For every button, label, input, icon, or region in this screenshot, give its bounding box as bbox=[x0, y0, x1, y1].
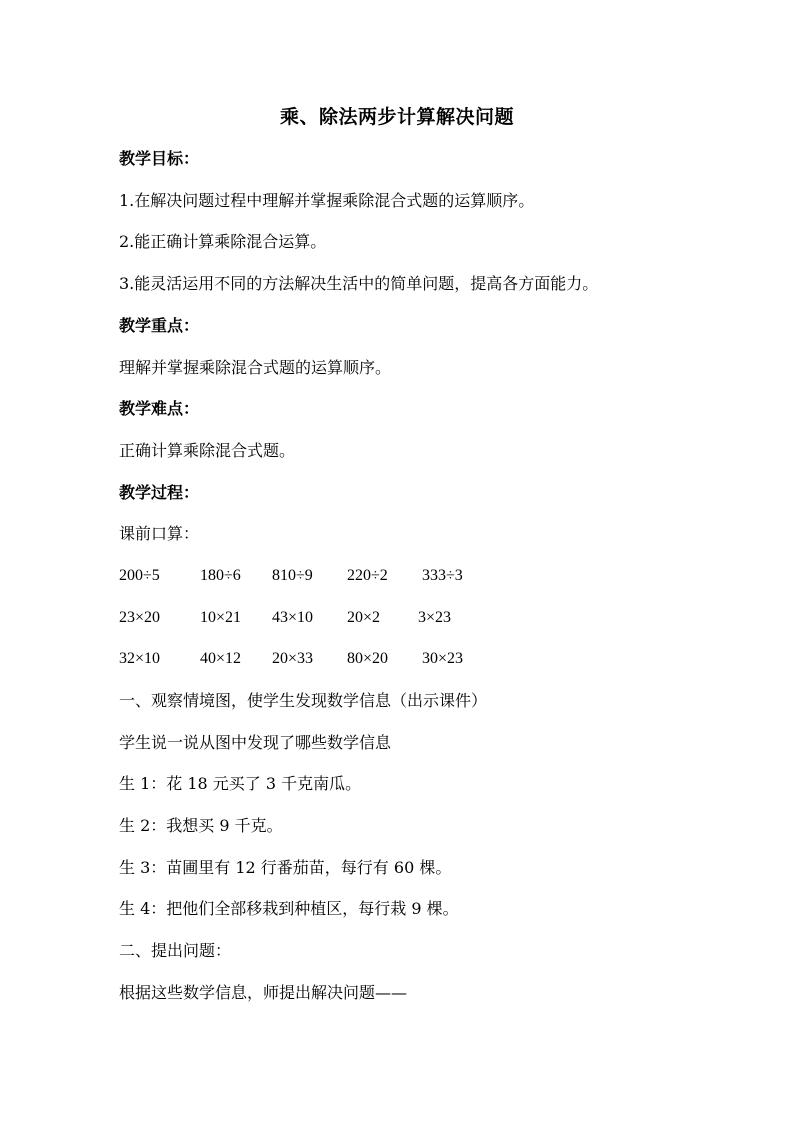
student-answer-3: 生 3：苗圃里有 12 行番茄苗，每行有 60 棵。 bbox=[119, 858, 452, 877]
calc-item: 180÷6 bbox=[200, 567, 241, 584]
calc-item: 30×23 bbox=[422, 650, 464, 667]
calc-item: 810÷9 bbox=[272, 567, 313, 584]
calc-item: 220÷2 bbox=[347, 567, 388, 584]
warmup-label: 课前口算： bbox=[119, 524, 200, 543]
key-point-heading: 教学重点： bbox=[119, 316, 200, 335]
student-answer-1: 生 1：花 18 元买了 3 千克南瓜。 bbox=[119, 774, 362, 793]
difficulty-heading: 教学难点： bbox=[119, 399, 200, 418]
calc-item: 23×20 bbox=[119, 609, 161, 626]
difficulty-text: 正确计算乘除混合式题。 bbox=[119, 441, 296, 460]
calc-row-2 bbox=[119, 604, 719, 632]
objectives-heading: 教学目标： bbox=[119, 149, 200, 168]
calc-item: 3×23 bbox=[418, 609, 452, 626]
calc-item: 20×33 bbox=[272, 650, 314, 667]
calc-item: 32×10 bbox=[119, 650, 161, 667]
section-1-heading: 一、观察情境图，使学生发现数学信息（出示课件） bbox=[119, 691, 488, 710]
calc-item: 80×20 bbox=[347, 650, 389, 667]
key-point-text: 理解并掌握乘除混合式题的运算顺序。 bbox=[119, 358, 392, 377]
calc-row-1 bbox=[119, 562, 719, 590]
section-2-heading: 二、提出问题： bbox=[119, 941, 232, 960]
student-answer-2: 生 2：我想买 9 千克。 bbox=[119, 816, 283, 835]
section-2-text: 根据这些数学信息，师提出解决问题—— bbox=[119, 983, 408, 1002]
document-title: 乘、除法两步计算解决问题 bbox=[279, 106, 514, 128]
section-1-prompt: 学生说一说从图中发现了哪些数学信息 bbox=[119, 733, 392, 752]
calc-item: 43×10 bbox=[272, 609, 314, 626]
calc-item: 200÷5 bbox=[119, 567, 160, 584]
student-answer-4: 生 4：把他们全部移栽到种植区，每行栽 9 棵。 bbox=[119, 899, 459, 918]
objective-item-1: 1.在解决问题过程中理解并掌握乘除混合式题的运算顺序。 bbox=[119, 191, 535, 210]
objective-item-3: 3.能灵活运用不同的方法解决生活中的简单问题，提高各方面能力。 bbox=[119, 274, 599, 293]
objective-item-2: 2.能正确计算乘除混合运算。 bbox=[119, 232, 327, 251]
calc-row-3 bbox=[119, 645, 719, 673]
calc-item: 20×2 bbox=[347, 609, 381, 626]
calc-item: 333÷3 bbox=[422, 567, 463, 584]
process-heading: 教学过程： bbox=[119, 483, 200, 502]
calc-item: 40×12 bbox=[200, 650, 242, 667]
calc-item: 10×21 bbox=[200, 609, 242, 626]
